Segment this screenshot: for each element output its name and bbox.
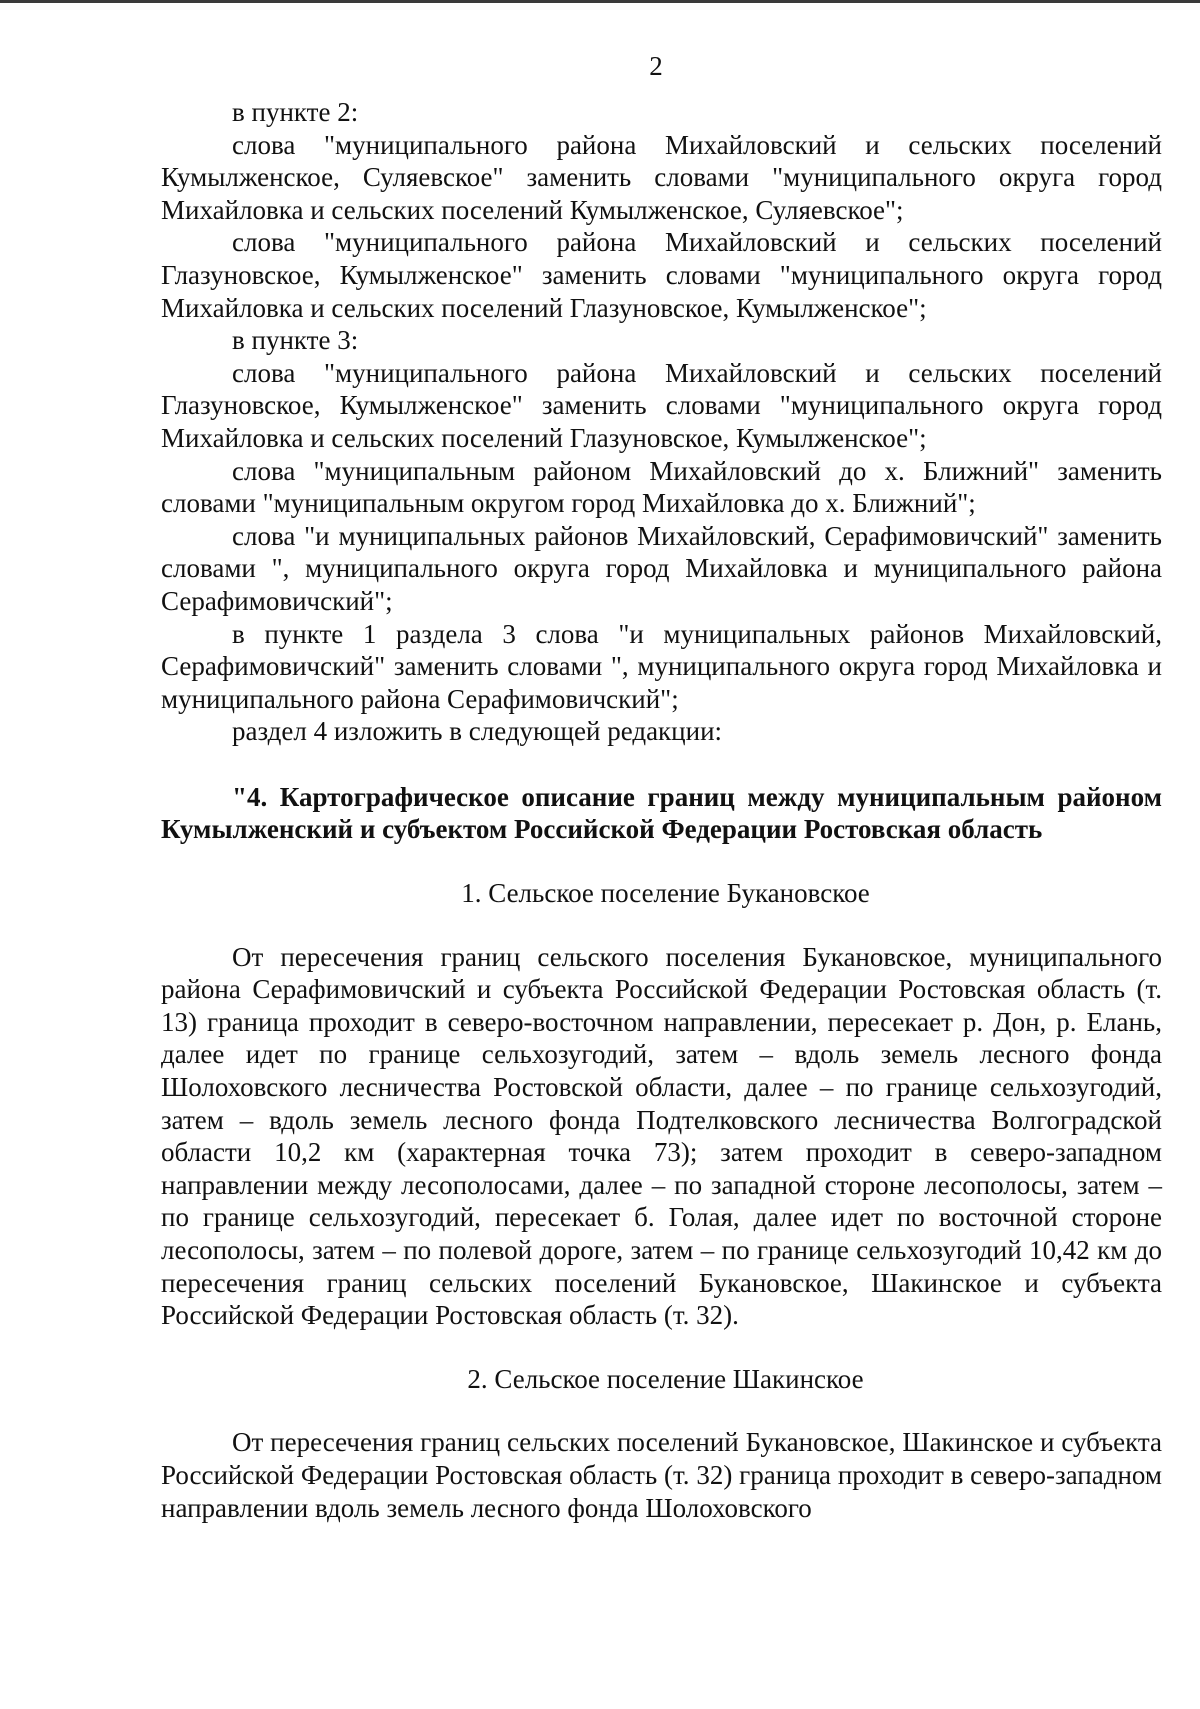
section-heading: "4. Картографическое описание границ между муниципальным районом Кумылженский и субъектом Российской Федерации Ростовская область bbox=[161, 781, 1162, 845]
subsection-title: 1. Сельское поселение Букановское bbox=[461, 878, 870, 909]
paragraph: слова "и муниципальных районов Михайловский, Серафимовичский" заменить словами ", муниципального округа город Михайловка и муниципального района Серафимовичский"; bbox=[161, 520, 1162, 616]
paragraph: слова "муниципальным районом Михайловский до х. Ближний" заменить словами "муниципальным округом город Михайловка до х. Ближний"; bbox=[161, 455, 1162, 519]
paragraph: слова "муниципального района Михайловский и сельских поселений Кумылженское, Суляевское" заменить словами "муниципального округа город Михайловка и сельских поселений Кумылженское, Суляевское"; bbox=[161, 129, 1162, 225]
page-number: 2 bbox=[649, 51, 663, 81]
paragraph: раздел 4 изложить в следующей редакции: bbox=[232, 716, 723, 747]
document-body bbox=[161, 96, 1162, 1524]
scan-edge-rule bbox=[0, 0, 1200, 3]
paragraph: в пункте 1 раздела 3 слова "и муниципальных районов Михайловский, Серафимовичский" заменить словами ", муниципального округа город Михайловка и муниципального района Серафимовичский"; bbox=[161, 618, 1162, 714]
subsection-paragraph: От пересечения границ сельских поселений Букановское, Шакинское и субъекта Российской Федерации Ростовская область (т. 32) граница проходит в северо-западном направлении вдоль земель лесного фонда Шолоховского bbox=[161, 1427, 1162, 1523]
paragraph: в пункте 3: bbox=[232, 325, 359, 356]
subsection-title: 2. Сельское поселение Шакинское bbox=[467, 1363, 864, 1394]
subsection-paragraph: От пересечения границ сельского поселения Букановское, муниципального района Серафимовичский и субъекта Российской Федерации Ростовская область (т. 13) граница проходит в северо-восточном направлении, пересекает р. Дон, р. Елань, далее идет по границе сельхозугодий, затем – вдоль земель лесного фонда Шолоховского лесничества Ростовской области, далее – по границе сельхозугодий, затем – вдоль земель лесного фонда Подтелковского лесничества Волгоградской области 10,2 км (характерная точка 73); затем проходит в северо-западном направлении между лесополосами, далее – по западной стороне лесополосы, затем – по границе сельхозугодий, пересекает б. Голая, далее идет по восточной стороне лесополосы, затем – по полевой дороге, затем – по границе сельхозугодий 10,42 км до пересечения границ сельских поселений Букановское, Шакинское и субъекта Российской Федерации Ростовская область (т. 32). bbox=[161, 941, 1162, 1331]
paragraph: слова "муниципального района Михайловский и сельских поселений Глазуновское, Кумылженское" заменить словами "муниципального округа город Михайловка и сельских поселений Глазуновское, Кумылженское"; bbox=[161, 227, 1162, 323]
paragraph: слова "муниципального района Михайловский и сельских поселений Глазуновское, Кумылженское" заменить словами "муниципального округа город Михайловка и сельских поселений Глазуновское, Кумылженское"; bbox=[161, 357, 1162, 453]
paragraph: в пункте 2: bbox=[232, 97, 359, 127]
